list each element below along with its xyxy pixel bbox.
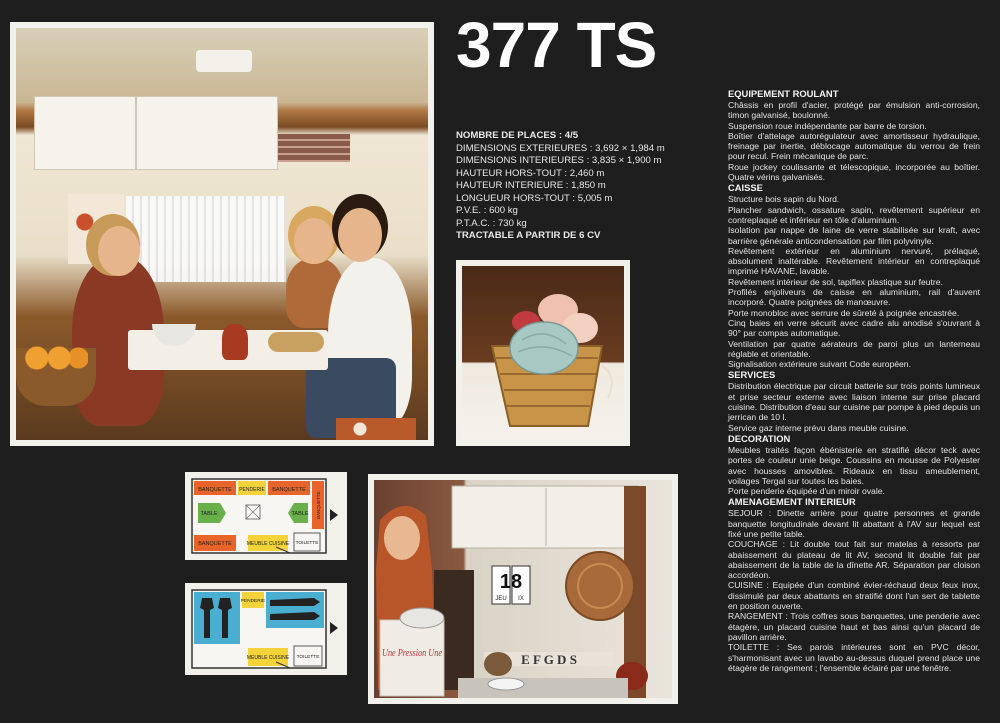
plan-label: TOILETTE xyxy=(295,541,319,546)
section-amenagement-interieur xyxy=(728,496,980,673)
section-title: AMENAGEMENT INTERIEUR xyxy=(728,496,856,508)
specs-heading: NOMBRE DE PLACES : 4/5 xyxy=(456,130,579,141)
section-paragraph: Distribution électrique par circuit batterie sur trois points lumineux et prise secteur externe avec liaison interne sur prise placard cuisine. Distribution d'eau sur cuisine par pompe à pied depuis un jerrican de 10 l. xyxy=(728,381,980,423)
section-paragraph: Boîtier d'attelage autorégulateur avec amortisseur hydraulique, freinage par inertie, déblocage automatique du verrou de frein pour recul. Frein mécanique de parc. xyxy=(728,130,980,162)
plan-direction-arrow-icon xyxy=(330,509,338,521)
wicker-placemat xyxy=(566,552,634,620)
section-paragraph: CUISINE : Equipée d'un combiné évier-réchaud deux feux inox, dissimulé par deux abattants en stratifié dont l'un sert de tablette en position ouverte. xyxy=(728,580,980,612)
plan-direction-arrow-icon xyxy=(330,622,338,634)
kitchen-photo xyxy=(368,474,678,704)
ceiling-light xyxy=(196,50,252,72)
kitchen-upper-cabinet xyxy=(452,486,638,548)
section-decoration xyxy=(728,433,980,496)
calendar-weekday: JEU xyxy=(495,596,507,602)
section-paragraph: Isolation par nappe de laine de verre stabilisée sur kraft, avec barrière générale anticondensation par film polyvinyle. xyxy=(728,225,980,246)
plan-rear-bed xyxy=(194,592,240,644)
folded-blankets xyxy=(278,134,350,162)
section-paragraph: Profilés enjoliveurs de caisse en aluminium, rail d'auvent incorporé. Quatre poignées de manœuvre. xyxy=(728,287,980,308)
spec-line: DIMENSIONS EXTERIEURES : 3,692 × 1,984 m xyxy=(456,142,665,154)
wool-basket-photo xyxy=(456,260,630,446)
section-paragraph: Meubles traités façon ébénisterie en stratifié décor teck avec portes de couleur unie beige. Coussins en mousse de Polyester avec housses amovibles. Rideaux en tissu ameublement, voilages Tergal sur toutes les baies. xyxy=(728,444,980,486)
section-paragraph: Porte penderie équipée d'un miroir ovale. xyxy=(728,486,885,497)
section-title: DECORATION xyxy=(728,432,791,444)
plan-label: PENDERIE xyxy=(239,487,265,493)
section-paragraph: Châssis en profil d'acier, protégé par émulsion anti-corrosion, timon galvanisé, boulonné. xyxy=(728,100,980,121)
dinette-photo xyxy=(10,22,434,446)
specs-footer: TRACTABLE A PARTIR DE 6 CV xyxy=(456,230,601,241)
section-paragraph: Signalisation extérieure suivant Code européen. xyxy=(728,359,911,370)
plan-label: MEUBLE CUISINE xyxy=(246,541,290,547)
oranges xyxy=(24,346,88,370)
teal-yarn-ball xyxy=(510,322,578,374)
section-paragraph: Service gaz interne prévu dans meuble cuisine. xyxy=(728,422,909,433)
spec-line: HAUTEUR HORS-TOUT : 2,460 m xyxy=(456,167,605,179)
plan-front-bed xyxy=(266,592,324,628)
spec-line: P.V.E. : 600 kg xyxy=(456,205,518,216)
plan-label: BANQUETTE xyxy=(272,487,306,493)
section-paragraph: Plancher sandwich, ossature sapin, revêtement supérieur en contreplaqué et inférieur en tôle d'aluminium. xyxy=(728,204,980,225)
plan-label: BANQUETTE xyxy=(316,491,321,519)
brown-pot xyxy=(484,652,512,676)
woman-face xyxy=(384,516,420,560)
spec-line: LONGUEUR HORS-TOUT : 5,005 m xyxy=(456,192,613,204)
plan-label: MEUBLE CUISINE xyxy=(246,655,290,661)
window-curtain xyxy=(126,196,286,282)
kitchen-illustration xyxy=(374,480,672,698)
apron-text: Une Pression Une xyxy=(382,647,443,659)
spice-jars: E F G D S xyxy=(521,652,577,667)
plan-label: BANQUETTE xyxy=(198,487,232,493)
red-jug xyxy=(222,324,248,360)
section-paragraph: Revêtement intérieur de sol, tapiflex plastique sur feutre. xyxy=(728,276,943,287)
section-title: SERVICES xyxy=(728,369,776,381)
mixing-bowl xyxy=(400,608,444,628)
loose-yarn-thread xyxy=(602,366,612,398)
section-paragraph: Roue jockey coulissante et télescopique, incorporée au boîtier. Quatre vérins galvanisés. xyxy=(728,161,980,183)
specs-block xyxy=(456,130,706,243)
woman-middle-face xyxy=(294,218,334,264)
upper-cabinet-left xyxy=(34,96,136,170)
section-paragraph: COUCHAGE : Lit double tout fait sur matelas à ressorts par abaissement du plateau de lit AV, second lit double fait par abaissement de la table de la dînette AR. Séparation par cloison accordéon. xyxy=(728,539,980,581)
plan-label: TABLE xyxy=(291,511,309,517)
section-paragraph: Suspension roue indépendante par barre de torsion. xyxy=(728,120,927,131)
section-paragraph: SEJOUR : Dinette arrière pour quatre personnes et grande banquette longitudinale devant lit abattant à l'AV sur lequel est fixé une petite table. xyxy=(728,508,980,539)
spec-line: DIMENSIONS INTERIEURES : 3,835 × 1,900 m xyxy=(456,155,662,166)
model-title: 377 TS xyxy=(456,9,657,81)
calendar-month: IX xyxy=(518,596,524,602)
section-services xyxy=(728,369,980,432)
section-title: EQUIPEMENT ROULANT xyxy=(728,88,839,99)
section-paragraph: TOILETTE : Ses parois intérieures sont en PVC décor, s'harmonisant avec un lavabo au-dessus duquel prend place une étagère de rangement ; l'ensemble éclairé par une fenêtre. xyxy=(728,642,980,673)
plan-label: TOILETTE xyxy=(296,655,320,660)
wool-basket-illustration xyxy=(462,266,624,440)
man-right-face xyxy=(338,208,382,262)
section-caisse xyxy=(728,182,980,369)
floor-plan-day xyxy=(185,472,347,560)
section-title: CAISSE xyxy=(728,182,763,194)
spec-line: P.T.A.C. : 730 kg xyxy=(456,217,527,229)
plan-label: PENDERIE xyxy=(240,599,266,604)
section-equipement-roulant xyxy=(728,88,980,182)
plan-label: BANQUETTE xyxy=(198,541,232,547)
woman-left-face xyxy=(98,226,140,276)
section-paragraph: Porte monobloc avec serrure de sûreté à poignée encastrée. xyxy=(728,307,960,318)
spec-line: HAUTEUR INTERIEURE : 1,850 m xyxy=(456,180,606,191)
floral-cushion xyxy=(336,418,416,440)
section-paragraph: RANGEMENT : Trois coffres sous banquettes, une penderie avec étagère, un placard cuisine haut et bas ainsi qu'un placard de pavillon arrière. xyxy=(728,611,980,642)
calendar-day: 18 xyxy=(499,571,523,593)
details-column xyxy=(728,88,980,673)
section-paragraph: Cinq baies en verre sécurit avec cadre alu anodisé s'ouvrant à 90° par compas automatique. xyxy=(728,317,980,339)
stove-counter xyxy=(458,678,628,698)
bread-plate xyxy=(268,332,324,352)
section-paragraph: Structure bois sapin du Nord. xyxy=(728,194,840,205)
upper-cabinet-middle xyxy=(136,96,278,170)
floor-plan-night xyxy=(185,583,347,675)
white-plate xyxy=(488,678,524,690)
plan-label: TABLE xyxy=(200,511,218,517)
section-paragraph: Revêtement extérieur en aluminium nervuré, prélaqué, absolument inaltérable. Revêtement intérieur en contreplaqué imprimé HAVANE, lavable. xyxy=(728,245,980,277)
section-paragraph: Ventilation par quatre aérateurs de paroi plus un lanterneau réglable et orientable. xyxy=(728,338,980,359)
